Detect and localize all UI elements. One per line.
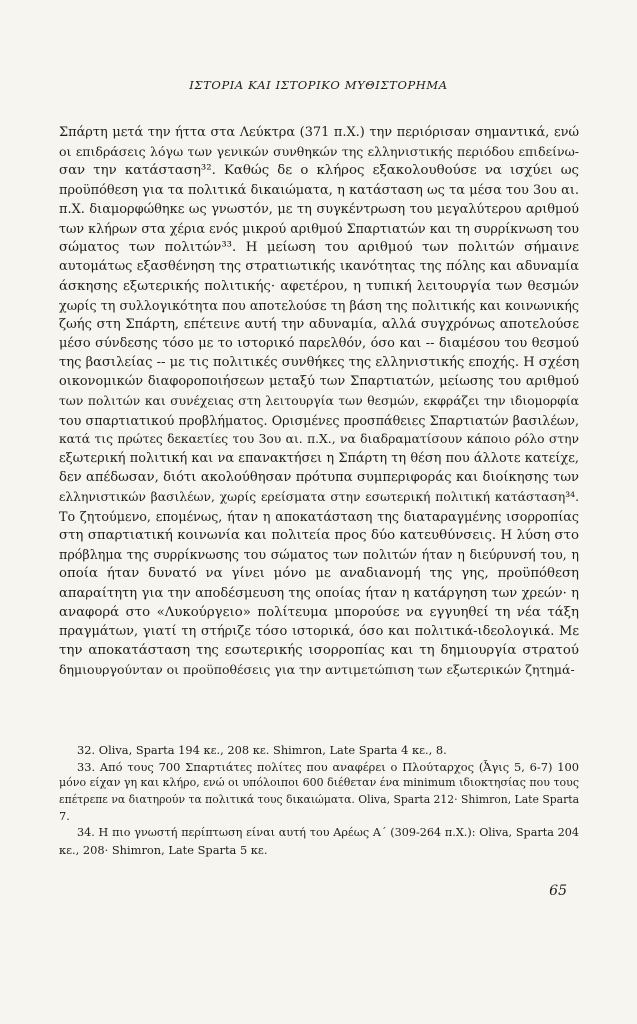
body-line: αναφορά στο «Λυκούργειο» πολίτευμα μπορούσε να εγγυηθεί τη νέα τάξη xyxy=(59,604,579,620)
page-number: 65 xyxy=(549,883,567,899)
body-line: σώματος των πολιτών³³. Η μείωση του αριθμού των πολιτών σήμαινε xyxy=(59,240,579,256)
body-line: ελληνιστικών βασιλέων, χωρίς ερείσματα στην εσωτερική πολιτική κατάσταση³⁴. xyxy=(59,489,579,504)
body-line: προϋπόθεση για τα πολιτικά δικαιώματα, η κατάσταση ως τα μέσα του 3ου αι. xyxy=(59,182,579,198)
body-line: των κλήρων στα χέρια ενός μικρού αριθμού Σπαρτιατών και τη συρρίκνωση του xyxy=(59,220,579,236)
body-line: χωρίς τη συλλογικότητα που αποτελούσε τη βάση της πολιτικής και κοινωνικής xyxy=(59,297,579,313)
body-line: μέσο σύνδεσης τόσο με το ιστορικό παρελθόν, όσο και -- διαμέσου του θεσμού xyxy=(59,336,579,352)
body-line: Σπάρτη μετά την ήττα στα Λεύκτρα (371 π.Χ.) την περιόρισαν σημαντικά, ενώ xyxy=(59,125,579,140)
body-line: ζωής στη Σπάρτη, επέτεινε αυτή την αδυναμία, αλλά συγχρόνως αποτελούσε xyxy=(59,316,579,332)
body-line: οικονομικών διαφοροποιήσεων μεταξύ των Σπαρτιατών, μείωσης του αριθμού xyxy=(59,374,579,390)
body-line: κατά τις πρώτες δεκαετίες του 3ου αι. π.Χ., να διαδραματίσουν κάποιο ρόλο στην xyxy=(59,432,579,446)
body-line: πρόβλημα της συρρίκνωσης του σώματος των πολιτών ήταν η διεύρυνσή του, η xyxy=(59,547,579,563)
running-title: ΙΣΤΟΡΙΑ ΚΑΙ ΙΣΤΟΡΙΚΟ ΜΥΘΙΣΤΟΡΗΜΑ xyxy=(189,78,448,92)
body-line: Το ζητούμενο, επομένως, ήταν η αποκατάσταση της διαταραγμένης ισορροπίας xyxy=(59,508,579,524)
body-line: εξωτερική πολιτική και να επανακτήσει η Σπάρτη τη θέση που άλλοτε κατείχε, xyxy=(59,451,579,467)
body-line: οι επιδράσεις λόγω των γενικών συνθηκών της ελληνιστικής περιόδου επιδείνω- xyxy=(59,144,579,160)
body-line: πραγμάτων, γιατί τη στήριζε τόσο ιστορικά, όσο και πολιτικά-ιδεολογικά. Με xyxy=(59,623,579,639)
body-line: των πολιτών και συνέχειας στη λειτουργία των θεσμών, εκφράζει την ιδιομορφία xyxy=(59,393,579,408)
body-line: στη σπαρτιατική κοινωνία και πολιτεία προς δύο κατευθύνσεις. Η λύση στο xyxy=(59,527,579,543)
footnote-line: κε., 208· Shimron, Late Sparta 5 κε. xyxy=(59,842,268,857)
footnotes xyxy=(59,742,579,858)
footnote xyxy=(59,825,579,858)
footnote xyxy=(59,742,579,759)
body-line: της βασιλείας -- με τις πολιτικές συνθήκες της ελληνιστικής εποχής. Η σχέση xyxy=(59,355,580,371)
body-line: αυτομάτως εξασθένηση της στρατιωτικής ικανότητας της πόλης και αδυναμία xyxy=(59,259,579,275)
body-line: του σπαρτιατικού προβλήματος. Ορισμένες προσπάθειες Σπαρτιατών βασιλέων, xyxy=(59,412,579,428)
footnote-line: 7. xyxy=(59,809,70,824)
body-line: οποία ήταν δυνατό να γίνει μόνο με αναδιανομή της γης, προϋπόθεση xyxy=(59,566,579,582)
body-line: π.Χ. διαμορφώθηκε ως γνωστόν, με τη συγκέντρωση του μεγαλύτερου αριθμού xyxy=(59,201,579,217)
footnote-line: μόνο είχαν γη και κλήρο, ενώ οι υπόλοιποι 600 διέθεταν ένα minimum ιδιοκτησίας που τους xyxy=(59,776,579,790)
body-line: δεν απέδωσαν, διότι ακολούθησαν πρότυπα συμπεριφοράς και διοίκησης των xyxy=(59,470,579,486)
footnote-line: 34. Η πιο γνωστή περίπτωση είναι αυτή του Αρέως Α΄ (309-264 π.Χ.): Oliva, Sparta 204 xyxy=(77,825,579,839)
main-text xyxy=(59,123,579,679)
body-line: απαραίτητη για την αποδέσμευση της οποίας ήταν η κατάργηση των χρεών· η xyxy=(59,585,579,601)
footnote-line: 32. Oliva, Sparta 194 κε., 208 κε. Shimron, Late Sparta 4 κε., 8. xyxy=(77,743,447,757)
footnote-line: επέτρεπε να διατηρούν τα πολιτικά τους δικαιώματα. Oliva, Sparta 212· Shimron, Late Sparta xyxy=(59,792,580,806)
body-line: την αποκατάσταση της εσωτερικής ισορροπίας και τη δημιουργία στρατού xyxy=(59,643,579,659)
body-line: δημιουργούνταν οι προϋποθέσεις για την αντιμετώπιση των εξωτερικών ζητημά- xyxy=(59,662,575,678)
body-line: άσκησης εξωτερικής πολιτικής· αφετέρου, η τυπική λειτουργία των θεσμών xyxy=(59,278,579,294)
body-line: σαν την κατάσταση³². Καθώς δε ο κλήρος εξακολουθούσε να ισχύει ως xyxy=(59,163,579,179)
footnote xyxy=(59,759,579,825)
footnote-line: 33. Από τους 700 Σπαρτιάτες πολίτες που αναφέρει ο Πλούταρχος (Ἆγις 5, 6-7) 100 xyxy=(77,759,579,774)
